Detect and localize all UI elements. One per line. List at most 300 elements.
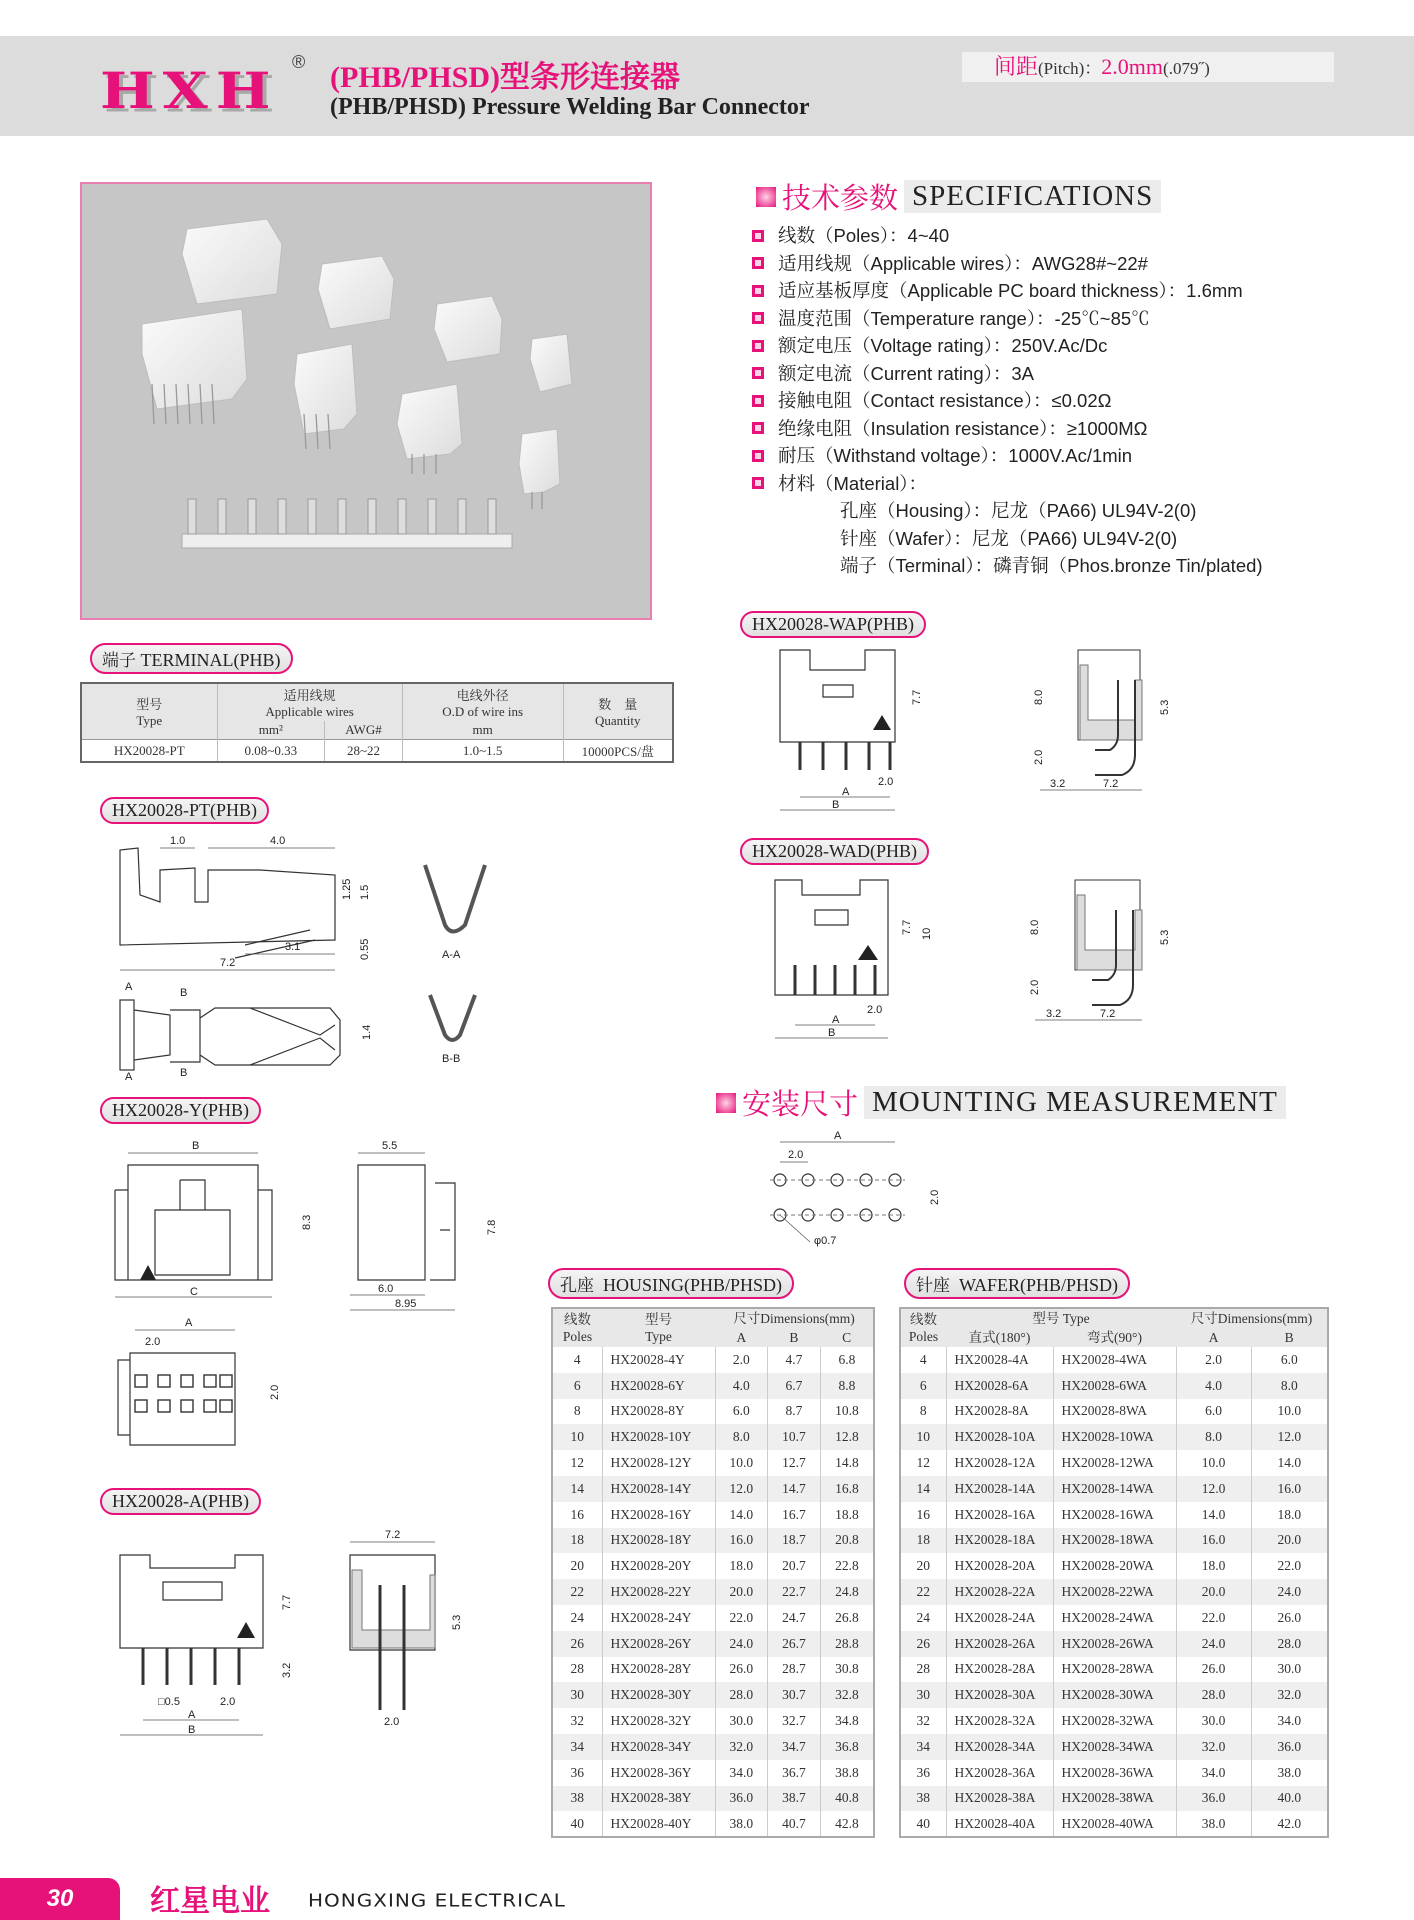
table-cell: 28.0 <box>1251 1631 1328 1657</box>
th-wires-cn: 适用线规 <box>283 688 336 703</box>
cell-mm2: 0.08~0.33 <box>217 740 325 763</box>
table-cell: 4.0 <box>1176 1373 1251 1399</box>
table-cell: 22.7 <box>768 1579 821 1605</box>
page-title-cn: (PHB/PHSD)型条形连接器 <box>330 61 680 94</box>
svg-text:A: A <box>188 1709 196 1721</box>
bullet-icon <box>752 422 764 434</box>
svg-text:B: B <box>832 799 840 811</box>
table-cell: HX20028-6A <box>946 1373 1053 1399</box>
svg-text:2.0: 2.0 <box>867 1004 883 1016</box>
table-cell: HX20028-16WA <box>1053 1502 1176 1528</box>
material-wafer: 针座（Wafer）：尼龙（PA66) UL94V-2(0) <box>840 527 1178 549</box>
table-cell: HX20028-18Y <box>602 1528 715 1554</box>
table-cell: 18 <box>900 1528 946 1554</box>
svg-text:7.7: 7.7 <box>911 689 923 705</box>
svg-text:7.2: 7.2 <box>1103 778 1119 790</box>
th-dimensions: 尺寸Dimensions(mm) <box>715 1308 874 1328</box>
th-mm: mm <box>402 721 563 740</box>
table-cell: 34 <box>552 1734 602 1760</box>
th-type-cn: 型号 <box>136 697 163 712</box>
table-cell: 14.0 <box>1251 1450 1328 1476</box>
svg-text:3.2: 3.2 <box>1050 778 1066 790</box>
table-cell: 42.0 <box>1251 1811 1328 1837</box>
table-cell: 8.0 <box>1176 1424 1251 1450</box>
svg-text:0.55: 0.55 <box>359 938 371 960</box>
table-row <box>900 1399 1328 1425</box>
pitch-label: (Pitch)： <box>1038 59 1102 78</box>
table-cell: HX20028-36WA <box>1053 1760 1176 1786</box>
table-cell: 6.0 <box>715 1399 768 1425</box>
table-row <box>900 1682 1328 1708</box>
table-cell: 32.0 <box>715 1734 768 1760</box>
table-cell: 20.8 <box>820 1528 874 1554</box>
table-cell: 34.7 <box>768 1734 821 1760</box>
table-cell: HX20028-4Y <box>602 1347 715 1373</box>
table-cell: 10.8 <box>820 1399 874 1425</box>
table-cell: 38.8 <box>820 1760 874 1786</box>
bullet-icon <box>752 312 764 324</box>
table-cell: 22 <box>552 1579 602 1605</box>
terminal-table <box>80 682 674 763</box>
table-cell: HX20028-30WA <box>1053 1682 1176 1708</box>
table-cell: 10.0 <box>715 1450 768 1476</box>
table-row <box>900 1373 1328 1399</box>
table-cell: HX20028-24A <box>946 1605 1053 1631</box>
spec-text: 温度范围（Temperature range）：-25℃~85℃ <box>778 307 1150 329</box>
table-cell: 22.0 <box>715 1605 768 1631</box>
table-cell: HX20028-38A <box>946 1786 1053 1812</box>
table-cell: 8.0 <box>1251 1373 1328 1399</box>
table-cell: 8 <box>552 1399 602 1425</box>
drawing-label-pt: HX20028-PT(PHB) <box>100 797 269 824</box>
svg-text:7.7: 7.7 <box>901 919 913 935</box>
th-awg: AWG# <box>325 721 403 740</box>
spec-text: 线数（Poles）：4~40 <box>778 225 950 246</box>
svg-text:2.0: 2.0 <box>1033 749 1045 765</box>
svg-text:A-A: A-A <box>442 949 461 961</box>
table-cell: 34 <box>900 1734 946 1760</box>
housing-drawing <box>100 1135 520 1475</box>
th-poles-cn: 线数 <box>910 1312 937 1327</box>
table-cell: 18.8 <box>820 1502 874 1528</box>
bullet-icon <box>752 230 764 242</box>
table-cell: 8.8 <box>820 1373 874 1399</box>
table-cell: 36.0 <box>1176 1786 1251 1812</box>
mounting-title-cn: 安装尺寸 <box>742 1087 859 1121</box>
brand-logo: HXH <box>100 62 279 120</box>
table-cell: HX20028-40A <box>946 1811 1053 1837</box>
table-cell: HX20028-22A <box>946 1579 1053 1605</box>
th-poles-en: Poles <box>562 1329 593 1344</box>
table-cell: 10 <box>552 1424 602 1450</box>
table-cell: 8 <box>900 1399 946 1425</box>
svg-text:8.95: 8.95 <box>395 1298 417 1310</box>
th-wires-en: Applicable wires <box>265 704 354 719</box>
svg-text:B: B <box>180 1067 188 1079</box>
table-cell: 16.0 <box>1176 1528 1251 1554</box>
housing-table <box>551 1307 875 1838</box>
svg-text:1.4: 1.4 <box>361 1024 373 1040</box>
table-cell: 16.0 <box>715 1528 768 1554</box>
mounting-hole-pattern <box>750 1130 970 1255</box>
table-cell: HX20028-18A <box>946 1528 1053 1554</box>
spec-item <box>752 277 1263 305</box>
label-en: WAFER(PHB/PHSD) <box>959 1275 1119 1295</box>
svg-text:2.0: 2.0 <box>384 1716 400 1728</box>
cell-type: HX20028-PT <box>81 740 217 763</box>
table-cell: HX20028-36Y <box>602 1760 715 1786</box>
table-row <box>900 1553 1328 1579</box>
table-cell: HX20028-36A <box>946 1760 1053 1786</box>
th-dimensions: 尺寸Dimensions(mm) <box>1176 1308 1328 1328</box>
table-cell: 20.0 <box>1176 1579 1251 1605</box>
table-row <box>552 1373 874 1399</box>
housing-label <box>548 1268 794 1299</box>
table-cell: HX20028-28WA <box>1053 1657 1176 1683</box>
th-a: A <box>715 1328 768 1347</box>
svg-text:A: A <box>125 1071 133 1080</box>
table-cell: 38.0 <box>1251 1760 1328 1786</box>
th-type-en: Type <box>136 713 163 728</box>
svg-text:7.7: 7.7 <box>281 1594 293 1610</box>
table-row <box>552 1476 874 1502</box>
bullet-icon <box>752 367 764 379</box>
table-cell: 42.8 <box>820 1811 874 1837</box>
spec-text: 材料（Material）： <box>778 472 928 494</box>
table-cell: 28.7 <box>768 1657 821 1683</box>
table-cell: 22.0 <box>1251 1553 1328 1579</box>
cell-od: 1.0~1.5 <box>402 740 563 763</box>
square-bullet-icon <box>756 187 776 207</box>
table-cell: 24.0 <box>715 1631 768 1657</box>
wap-drawing <box>770 645 1210 820</box>
table-cell: 6 <box>552 1373 602 1399</box>
table-cell: 4.0 <box>715 1373 768 1399</box>
svg-text:6.0: 6.0 <box>378 1283 394 1295</box>
table-cell: HX20028-18WA <box>1053 1528 1176 1554</box>
table-cell: 36.0 <box>1251 1734 1328 1760</box>
table-cell: 28.8 <box>820 1631 874 1657</box>
table-cell: 6.7 <box>768 1373 821 1399</box>
svg-text:8.3: 8.3 <box>301 1214 313 1230</box>
table-cell: HX20028-32A <box>946 1708 1053 1734</box>
table-cell: HX20028-20Y <box>602 1553 715 1579</box>
page-title-en: (PHB/PHSD) Pressure Welding Bar Connector <box>330 94 810 120</box>
th-od-en: O.D of wire ins <box>442 704 524 719</box>
table-cell: 14.0 <box>1176 1502 1251 1528</box>
table-row <box>552 1734 874 1760</box>
table-cell: HX20028-30A <box>946 1682 1053 1708</box>
svg-text:A: A <box>834 1130 842 1142</box>
table-row <box>900 1424 1328 1450</box>
table-cell: 30 <box>900 1682 946 1708</box>
th-b: B <box>1251 1328 1328 1347</box>
drawing-label-y: HX20028-Y(PHB) <box>100 1097 261 1124</box>
th-type-cn: 型号 <box>645 1312 672 1327</box>
table-cell: 18 <box>552 1528 602 1554</box>
table-cell: 24.0 <box>1176 1631 1251 1657</box>
table-cell: 32 <box>900 1708 946 1734</box>
table-cell: 20 <box>552 1553 602 1579</box>
th-a: A <box>1176 1328 1251 1347</box>
bullet-icon <box>752 450 764 462</box>
material-housing: 孔座（Housing）：尼龙（PA66) UL94V-2(0) <box>840 500 1197 521</box>
cell-awg: 28~22 <box>325 740 403 763</box>
pitch-inch: (.079˝) <box>1163 59 1210 78</box>
table-cell: HX20028-34WA <box>1053 1734 1176 1760</box>
table-row <box>900 1631 1328 1657</box>
table-cell: 22 <box>900 1579 946 1605</box>
table-cell: HX20028-16A <box>946 1502 1053 1528</box>
table-row <box>900 1786 1328 1812</box>
svg-text:4.0: 4.0 <box>270 835 286 847</box>
table-cell: 30.0 <box>1176 1708 1251 1734</box>
svg-text:2.0: 2.0 <box>220 1696 236 1708</box>
bullet-icon <box>752 257 764 269</box>
table-cell: 6 <box>900 1373 946 1399</box>
svg-text:□0.5: □0.5 <box>158 1696 180 1708</box>
spec-text: 耐压（Withstand voltage）：1000V.Ac/1min <box>778 445 1133 466</box>
th-type-en: Type <box>645 1329 672 1344</box>
table-cell: 20.0 <box>715 1579 768 1605</box>
spec-item <box>752 415 1263 443</box>
table-cell: 18.0 <box>715 1553 768 1579</box>
table-cell: 10.0 <box>1251 1399 1328 1425</box>
th-mm2: mm² <box>217 721 325 740</box>
label-cn: 端子 <box>102 651 136 671</box>
table-cell: 26.0 <box>1176 1657 1251 1683</box>
table-cell: HX20028-6WA <box>1053 1373 1176 1399</box>
spec-text: 适用线规（Applicable wires）：AWG28#~22# <box>778 252 1148 274</box>
table-cell: HX20028-38Y <box>602 1786 715 1812</box>
table-cell: 16.7 <box>768 1502 821 1528</box>
table-cell: 10.0 <box>1176 1450 1251 1476</box>
table-cell: 4 <box>552 1347 602 1373</box>
table-row <box>900 1347 1328 1373</box>
table-row <box>900 1502 1328 1528</box>
th-b: B <box>768 1328 821 1347</box>
spec-item <box>752 387 1263 415</box>
table-cell: 10.7 <box>768 1424 821 1450</box>
table-cell: 8.0 <box>715 1424 768 1450</box>
svg-text:5.3: 5.3 <box>1159 699 1171 715</box>
table-row <box>552 1708 874 1734</box>
table-cell: 24.8 <box>820 1579 874 1605</box>
table-cell: HX20028-12WA <box>1053 1450 1176 1476</box>
table-cell: 40.7 <box>768 1811 821 1837</box>
table-cell: 38.0 <box>715 1811 768 1837</box>
svg-text:7.2: 7.2 <box>1100 1008 1116 1020</box>
table-cell: 24.0 <box>1251 1579 1328 1605</box>
table-cell: 28.0 <box>715 1682 768 1708</box>
svg-text:A: A <box>185 1317 193 1329</box>
table-cell: HX20028-40WA <box>1053 1811 1176 1837</box>
straight-wafer-drawing <box>100 1530 500 1750</box>
svg-text:8.0: 8.0 <box>1029 919 1041 935</box>
table-cell: 24 <box>900 1605 946 1631</box>
svg-text:5.3: 5.3 <box>451 1614 463 1630</box>
svg-text:5.5: 5.5 <box>382 1140 398 1152</box>
table-cell: HX20028-26WA <box>1053 1631 1176 1657</box>
spec-text: 绝缘电阻（Insulation resistance）：≥1000MΩ <box>778 417 1148 439</box>
specifications-heading <box>756 176 1161 217</box>
table-cell: 36 <box>552 1760 602 1786</box>
table-row <box>552 1760 874 1786</box>
bullet-icon <box>752 395 764 407</box>
table-cell: HX20028-40Y <box>602 1811 715 1837</box>
table-cell: 32.8 <box>820 1682 874 1708</box>
drawing-label-wad: HX20028-WAD(PHB) <box>740 838 929 865</box>
table-cell: 4 <box>900 1347 946 1373</box>
table-cell: HX20028-10WA <box>1053 1424 1176 1450</box>
svg-text:A: A <box>125 981 133 993</box>
th-qty-cn: 数 量 <box>598 697 638 712</box>
wafer-table <box>899 1307 1329 1838</box>
table-cell: HX20028-4A <box>946 1347 1053 1373</box>
spec-item <box>752 470 1263 498</box>
table-cell: 40 <box>552 1811 602 1837</box>
spec-text: 额定电流（Current rating）：3A <box>778 362 1034 384</box>
table-cell: HX20028-8WA <box>1053 1399 1176 1425</box>
spec-item <box>752 442 1263 470</box>
svg-text:2.0: 2.0 <box>878 776 894 788</box>
bullet-icon <box>752 340 764 352</box>
table-row <box>552 1502 874 1528</box>
spec-text: 接触电阻（Contact resistance）：≤0.02Ω <box>778 390 1112 411</box>
table-cell: 26 <box>552 1631 602 1657</box>
table-cell: 26.8 <box>820 1605 874 1631</box>
table-cell: HX20028-34Y <box>602 1734 715 1760</box>
table-row <box>552 1553 874 1579</box>
table-cell: 28.0 <box>1176 1682 1251 1708</box>
table-cell: 12 <box>552 1450 602 1476</box>
table-cell: HX20028-22Y <box>602 1579 715 1605</box>
table-row <box>552 1424 874 1450</box>
connectors-illustration <box>82 184 650 618</box>
svg-text:3.2: 3.2 <box>281 1662 293 1678</box>
table-cell: 18.0 <box>1176 1553 1251 1579</box>
table-cell: HX20028-26Y <box>602 1631 715 1657</box>
svg-text:B: B <box>192 1140 200 1152</box>
table-cell: 38.0 <box>1176 1811 1251 1837</box>
table-cell: 36.7 <box>768 1760 821 1786</box>
label-en: HOUSING(PHB/PHSD) <box>603 1275 783 1295</box>
label-cn: 孔座 <box>560 1276 594 1296</box>
table-cell: 32.0 <box>1251 1682 1328 1708</box>
table-cell: 26 <box>900 1631 946 1657</box>
table-cell: HX20028-32Y <box>602 1708 715 1734</box>
table-cell: HX20028-8A <box>946 1399 1053 1425</box>
table-cell: 2.0 <box>715 1347 768 1373</box>
terminal-drawing <box>100 830 500 1080</box>
table-cell: HX20028-8Y <box>602 1399 715 1425</box>
mounting-title-en: MOUNTING MEASUREMENT <box>864 1086 1286 1119</box>
table-cell: 14.0 <box>715 1502 768 1528</box>
svg-text:B-B: B-B <box>442 1053 461 1065</box>
label-cn: 针座 <box>916 1276 950 1296</box>
table-cell: 6.8 <box>820 1347 874 1373</box>
table-cell: 20.7 <box>768 1553 821 1579</box>
table-cell: HX20028-28Y <box>602 1657 715 1683</box>
table-cell: HX20028-28A <box>946 1657 1053 1683</box>
table-cell: HX20028-20WA <box>1053 1553 1176 1579</box>
table-cell: HX20028-12Y <box>602 1450 715 1476</box>
table-cell: 12.0 <box>1251 1424 1328 1450</box>
th-od-cn: 电线外径 <box>456 688 509 703</box>
pitch-badge <box>962 52 1334 82</box>
table-row <box>900 1450 1328 1476</box>
pitch-cn: 间距 <box>994 54 1039 79</box>
table-cell: 6.0 <box>1176 1399 1251 1425</box>
spec-title-cn: 技术参数 <box>782 181 899 215</box>
table-cell: 12 <box>900 1450 946 1476</box>
svg-text:B: B <box>188 1724 196 1736</box>
table-row <box>900 1528 1328 1554</box>
company-name-cn: 红星电业 <box>150 1884 270 1919</box>
table-cell: 12.0 <box>715 1476 768 1502</box>
svg-text:7.8: 7.8 <box>486 1219 498 1235</box>
svg-text:3.1: 3.1 <box>285 941 301 953</box>
table-cell: 34.8 <box>820 1708 874 1734</box>
table-row <box>900 1657 1328 1683</box>
table-cell: 14 <box>552 1476 602 1502</box>
svg-text:5.3: 5.3 <box>1159 929 1171 945</box>
svg-text:C: C <box>190 1286 198 1298</box>
table-cell: 28 <box>552 1657 602 1683</box>
table-cell: 24.7 <box>768 1605 821 1631</box>
label-en: TERMINAL(PHB) <box>140 650 281 670</box>
table-row <box>900 1476 1328 1502</box>
table-row <box>81 740 673 763</box>
table-cell: 16 <box>552 1502 602 1528</box>
table-row <box>900 1579 1328 1605</box>
svg-text:2.0: 2.0 <box>145 1336 161 1348</box>
table-cell: 40.8 <box>820 1786 874 1812</box>
table-cell: HX20028-16Y <box>602 1502 715 1528</box>
table-cell: 26.0 <box>1251 1605 1328 1631</box>
svg-text:1.0: 1.0 <box>170 835 186 847</box>
table-cell: 24 <box>552 1605 602 1631</box>
table-cell: 12.7 <box>768 1450 821 1476</box>
page-number: 30 <box>0 1878 120 1920</box>
th-poles-cn: 线数 <box>564 1312 591 1327</box>
table-cell: HX20028-24Y <box>602 1605 715 1631</box>
table-cell: 12.8 <box>820 1424 874 1450</box>
drawing-label-a: HX20028-A(PHB) <box>100 1488 261 1515</box>
th-poles-en: Poles <box>908 1329 939 1344</box>
table-cell: 16 <box>900 1502 946 1528</box>
table-cell: 12.0 <box>1176 1476 1251 1502</box>
terminal-label <box>90 643 293 674</box>
spec-title-en: SPECIFICATIONS <box>904 180 1161 213</box>
table-cell: 30.7 <box>768 1682 821 1708</box>
table-cell: 2.0 <box>1176 1347 1251 1373</box>
svg-text:B: B <box>828 1027 836 1039</box>
table-row <box>552 1450 874 1476</box>
table-row <box>900 1734 1328 1760</box>
table-row <box>900 1605 1328 1631</box>
table-cell: 40 <box>900 1811 946 1837</box>
table-cell: 10 <box>900 1424 946 1450</box>
spec-text: 额定电压（Voltage rating）：250V.Ac/Dc <box>778 335 1108 356</box>
spec-item <box>752 222 1263 250</box>
table-row <box>552 1786 874 1812</box>
svg-text:1.5: 1.5 <box>359 884 371 900</box>
table-cell: HX20028-12A <box>946 1450 1053 1476</box>
svg-text:2.0: 2.0 <box>269 1384 281 1400</box>
mounting-heading <box>716 1082 1286 1123</box>
table-cell: 34.0 <box>1176 1760 1251 1786</box>
